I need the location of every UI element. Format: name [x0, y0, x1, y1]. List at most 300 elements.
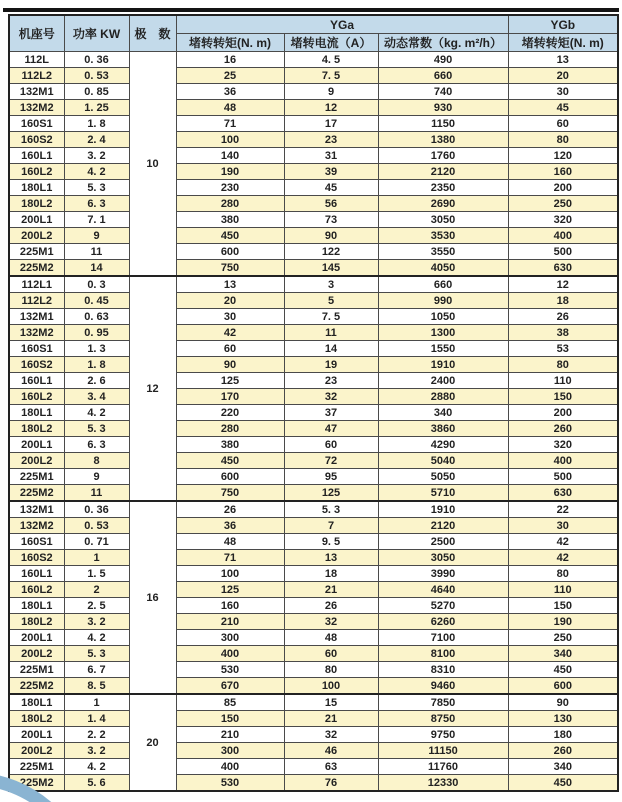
yga-constant-cell: 11760	[378, 759, 508, 775]
frame-cell: 112L1	[9, 276, 64, 293]
yga-torque-cell: 100	[176, 566, 284, 582]
yga-constant-cell: 3990	[378, 566, 508, 582]
table-row	[9, 84, 618, 100]
yga-torque-cell: 600	[176, 469, 284, 485]
yga-current-cell: 15	[284, 694, 378, 711]
table-row	[9, 678, 618, 695]
yga-current-cell: 19	[284, 357, 378, 373]
poles-cell: 16	[129, 501, 176, 694]
yga-current-cell: 60	[284, 646, 378, 662]
yga-torque-cell: 48	[176, 100, 284, 116]
table-row	[9, 518, 618, 534]
yga-constant-cell: 3550	[378, 244, 508, 260]
yga-constant-cell: 660	[378, 276, 508, 293]
table-row	[9, 550, 618, 566]
yga-torque-cell: 90	[176, 357, 284, 373]
table-row	[9, 341, 618, 357]
yga-constant-cell: 5270	[378, 598, 508, 614]
table-row	[9, 325, 618, 341]
table-row	[9, 309, 618, 325]
yga-constant-cell: 3860	[378, 421, 508, 437]
yga-current-cell: 46	[284, 743, 378, 759]
yga-torque-cell: 220	[176, 405, 284, 421]
frame-cell: 200L1	[9, 727, 64, 743]
ygb-torque-cell: 110	[508, 373, 618, 389]
power-cell: 5. 3	[64, 646, 129, 662]
frame-cell: 200L2	[9, 646, 64, 662]
power-cell: 8	[64, 453, 129, 469]
ygb-torque-cell: 42	[508, 550, 618, 566]
yga-current-cell: 32	[284, 614, 378, 630]
yga-current-cell: 100	[284, 678, 378, 695]
yga-torque-cell: 48	[176, 534, 284, 550]
table-row	[9, 598, 618, 614]
header-group-ygb: YGb	[508, 15, 618, 34]
yga-current-cell: 37	[284, 405, 378, 421]
ygb-torque-cell: 400	[508, 453, 618, 469]
yga-current-cell: 13	[284, 550, 378, 566]
power-cell: 8. 5	[64, 678, 129, 695]
frame-cell: 225M1	[9, 759, 64, 775]
table-row	[9, 196, 618, 212]
power-cell: 9	[64, 469, 129, 485]
yga-constant-cell: 2120	[378, 518, 508, 534]
yga-torque-cell: 450	[176, 228, 284, 244]
ygb-torque-cell: 110	[508, 582, 618, 598]
yga-torque-cell: 20	[176, 293, 284, 309]
table-row	[9, 501, 618, 518]
ygb-torque-cell: 42	[508, 534, 618, 550]
ygb-torque-cell: 630	[508, 485, 618, 502]
yga-constant-cell: 2690	[378, 196, 508, 212]
power-cell: 4. 2	[64, 759, 129, 775]
power-cell: 0. 95	[64, 325, 129, 341]
yga-torque-cell: 400	[176, 646, 284, 662]
table-row	[9, 244, 618, 260]
yga-constant-cell: 340	[378, 405, 508, 421]
ygb-torque-cell: 630	[508, 260, 618, 277]
header-group-yga: YGa	[176, 15, 508, 34]
frame-cell: 225M2	[9, 260, 64, 277]
yga-torque-cell: 71	[176, 116, 284, 132]
frame-cell: 200L1	[9, 437, 64, 453]
yga-current-cell: 39	[284, 164, 378, 180]
table-row	[9, 405, 618, 421]
table-row	[9, 373, 618, 389]
power-cell: 0. 53	[64, 68, 129, 84]
table-row	[9, 630, 618, 646]
frame-cell: 225M2	[9, 678, 64, 695]
header-power: 功率 KW	[64, 15, 129, 52]
yga-current-cell: 31	[284, 148, 378, 164]
header-yga-torque: 堵转转矩(N. m)	[176, 34, 284, 52]
table-row	[9, 116, 618, 132]
yga-current-cell: 32	[284, 389, 378, 405]
yga-constant-cell: 1910	[378, 357, 508, 373]
table-row	[9, 694, 618, 711]
frame-cell: 200L2	[9, 228, 64, 244]
yga-constant-cell: 990	[378, 293, 508, 309]
yga-current-cell: 145	[284, 260, 378, 277]
ygb-torque-cell: 260	[508, 743, 618, 759]
yga-torque-cell: 85	[176, 694, 284, 711]
yga-current-cell: 76	[284, 775, 378, 792]
yga-current-cell: 26	[284, 598, 378, 614]
yga-current-cell: 72	[284, 453, 378, 469]
yga-current-cell: 32	[284, 727, 378, 743]
frame-cell: 132M1	[9, 84, 64, 100]
power-cell: 11	[64, 485, 129, 502]
yga-torque-cell: 160	[176, 598, 284, 614]
power-cell: 1. 5	[64, 566, 129, 582]
yga-constant-cell: 490	[378, 52, 508, 68]
ygb-torque-cell: 260	[508, 421, 618, 437]
frame-cell: 160S1	[9, 341, 64, 357]
frame-cell: 132M2	[9, 325, 64, 341]
ygb-torque-cell: 250	[508, 196, 618, 212]
table-row	[9, 132, 618, 148]
yga-current-cell: 7. 5	[284, 68, 378, 84]
ygb-torque-cell: 600	[508, 678, 618, 695]
power-cell: 0. 53	[64, 518, 129, 534]
power-cell: 1. 8	[64, 357, 129, 373]
yga-current-cell: 56	[284, 196, 378, 212]
power-cell: 7. 1	[64, 212, 129, 228]
frame-cell: 180L2	[9, 196, 64, 212]
yga-torque-cell: 670	[176, 678, 284, 695]
yga-constant-cell: 2120	[378, 164, 508, 180]
ygb-torque-cell: 340	[508, 759, 618, 775]
power-cell: 6. 7	[64, 662, 129, 678]
yga-current-cell: 11	[284, 325, 378, 341]
motor-spec-table	[8, 14, 619, 792]
ygb-torque-cell: 190	[508, 614, 618, 630]
table-row	[9, 228, 618, 244]
header-yga-constant: 动态常数（kg. m²/h）	[378, 34, 508, 52]
yga-current-cell: 125	[284, 485, 378, 502]
ygb-torque-cell: 26	[508, 309, 618, 325]
yga-constant-cell: 5040	[378, 453, 508, 469]
power-cell: 2. 5	[64, 598, 129, 614]
power-cell: 1	[64, 694, 129, 711]
frame-cell: 160S2	[9, 550, 64, 566]
ygb-torque-cell: 60	[508, 116, 618, 132]
yga-torque-cell: 750	[176, 260, 284, 277]
yga-constant-cell: 1380	[378, 132, 508, 148]
yga-constant-cell: 5710	[378, 485, 508, 502]
power-cell: 0. 85	[64, 84, 129, 100]
table-row	[9, 469, 618, 485]
yga-current-cell: 95	[284, 469, 378, 485]
table-row	[9, 566, 618, 582]
frame-cell: 160L2	[9, 582, 64, 598]
yga-current-cell: 21	[284, 711, 378, 727]
power-cell: 4. 2	[64, 164, 129, 180]
table-body	[9, 52, 618, 792]
power-cell: 14	[64, 260, 129, 277]
yga-current-cell: 47	[284, 421, 378, 437]
yga-current-cell: 4. 5	[284, 52, 378, 68]
ygb-torque-cell: 20	[508, 68, 618, 84]
yga-torque-cell: 530	[176, 662, 284, 678]
table-row	[9, 212, 618, 228]
header-yga-current: 堵转电流（A）	[284, 34, 378, 52]
frame-cell: 112L2	[9, 68, 64, 84]
table-row	[9, 68, 618, 84]
table-row	[9, 582, 618, 598]
ygb-torque-cell: 180	[508, 727, 618, 743]
frame-cell: 225M1	[9, 244, 64, 260]
frame-cell: 180L2	[9, 614, 64, 630]
frame-cell: 225M1	[9, 469, 64, 485]
yga-current-cell: 122	[284, 244, 378, 260]
table-row	[9, 485, 618, 502]
yga-torque-cell: 230	[176, 180, 284, 196]
ygb-torque-cell: 38	[508, 325, 618, 341]
power-cell: 5. 3	[64, 180, 129, 196]
ygb-torque-cell: 30	[508, 518, 618, 534]
yga-torque-cell: 450	[176, 453, 284, 469]
power-cell: 2	[64, 582, 129, 598]
yga-constant-cell: 11150	[378, 743, 508, 759]
frame-cell: 225M2	[9, 485, 64, 502]
yga-constant-cell: 3050	[378, 550, 508, 566]
ygb-torque-cell: 90	[508, 694, 618, 711]
ygb-torque-cell: 18	[508, 293, 618, 309]
top-rule	[3, 8, 619, 12]
table-row	[9, 646, 618, 662]
power-cell: 1	[64, 550, 129, 566]
frame-cell: 132M1	[9, 501, 64, 518]
yga-torque-cell: 100	[176, 132, 284, 148]
power-cell: 1. 3	[64, 341, 129, 357]
frame-cell: 160L2	[9, 389, 64, 405]
ygb-torque-cell: 450	[508, 662, 618, 678]
yga-current-cell: 23	[284, 373, 378, 389]
yga-constant-cell: 6260	[378, 614, 508, 630]
power-cell: 11	[64, 244, 129, 260]
table-row	[9, 357, 618, 373]
yga-constant-cell: 9750	[378, 727, 508, 743]
yga-torque-cell: 400	[176, 759, 284, 775]
yga-constant-cell: 9460	[378, 678, 508, 695]
power-cell: 3. 2	[64, 614, 129, 630]
yga-current-cell: 5	[284, 293, 378, 309]
ygb-torque-cell: 120	[508, 148, 618, 164]
power-cell: 3. 2	[64, 743, 129, 759]
power-cell: 3. 2	[64, 148, 129, 164]
yga-constant-cell: 1050	[378, 309, 508, 325]
yga-constant-cell: 1550	[378, 341, 508, 357]
frame-cell: 225M2	[9, 775, 64, 792]
yga-constant-cell: 930	[378, 100, 508, 116]
frame-cell: 180L1	[9, 180, 64, 196]
power-cell: 1. 25	[64, 100, 129, 116]
yga-current-cell: 48	[284, 630, 378, 646]
ygb-torque-cell: 13	[508, 52, 618, 68]
header-frame: 机座号	[9, 15, 64, 52]
power-cell: 6. 3	[64, 196, 129, 212]
ygb-torque-cell: 500	[508, 244, 618, 260]
table-row	[9, 148, 618, 164]
ygb-torque-cell: 80	[508, 357, 618, 373]
power-cell: 3. 4	[64, 389, 129, 405]
power-cell: 4. 2	[64, 630, 129, 646]
frame-cell: 180L1	[9, 694, 64, 711]
frame-cell: 200L2	[9, 453, 64, 469]
table-row	[9, 437, 618, 453]
yga-constant-cell: 4640	[378, 582, 508, 598]
ygb-torque-cell: 450	[508, 775, 618, 792]
frame-cell: 132M1	[9, 309, 64, 325]
power-cell: 4. 2	[64, 405, 129, 421]
frame-cell: 180L2	[9, 711, 64, 727]
yga-current-cell: 3	[284, 276, 378, 293]
ygb-torque-cell: 150	[508, 598, 618, 614]
table-row	[9, 614, 618, 630]
frame-cell: 112L	[9, 52, 64, 68]
ygb-torque-cell: 45	[508, 100, 618, 116]
table-row	[9, 52, 618, 68]
yga-torque-cell: 150	[176, 711, 284, 727]
yga-torque-cell: 380	[176, 212, 284, 228]
header-poles: 极 数	[129, 15, 176, 52]
yga-torque-cell: 300	[176, 743, 284, 759]
frame-cell: 160L2	[9, 164, 64, 180]
ygb-torque-cell: 320	[508, 437, 618, 453]
power-cell: 2. 4	[64, 132, 129, 148]
power-cell: 0. 36	[64, 501, 129, 518]
frame-cell: 160L1	[9, 566, 64, 582]
poles-cell: 20	[129, 694, 176, 791]
power-cell: 0. 63	[64, 309, 129, 325]
yga-torque-cell: 750	[176, 485, 284, 502]
frame-cell: 160L1	[9, 373, 64, 389]
power-cell: 9	[64, 228, 129, 244]
yga-current-cell: 90	[284, 228, 378, 244]
yga-torque-cell: 42	[176, 325, 284, 341]
yga-torque-cell: 280	[176, 421, 284, 437]
yga-torque-cell: 36	[176, 84, 284, 100]
yga-constant-cell: 5050	[378, 469, 508, 485]
table-row	[9, 711, 618, 727]
table-row	[9, 276, 618, 293]
ygb-torque-cell: 30	[508, 84, 618, 100]
yga-constant-cell: 8100	[378, 646, 508, 662]
ygb-torque-cell: 22	[508, 501, 618, 518]
ygb-torque-cell: 200	[508, 180, 618, 196]
table-row	[9, 453, 618, 469]
yga-torque-cell: 25	[176, 68, 284, 84]
yga-constant-cell: 8750	[378, 711, 508, 727]
yga-constant-cell: 3530	[378, 228, 508, 244]
table-row	[9, 759, 618, 775]
frame-cell: 160S2	[9, 132, 64, 148]
ygb-torque-cell: 12	[508, 276, 618, 293]
yga-constant-cell: 7850	[378, 694, 508, 711]
power-cell: 0. 45	[64, 293, 129, 309]
yga-current-cell: 21	[284, 582, 378, 598]
yga-current-cell: 9. 5	[284, 534, 378, 550]
ygb-torque-cell: 250	[508, 630, 618, 646]
yga-constant-cell: 4290	[378, 437, 508, 453]
ygb-torque-cell: 400	[508, 228, 618, 244]
yga-constant-cell: 7100	[378, 630, 508, 646]
yga-torque-cell: 300	[176, 630, 284, 646]
yga-constant-cell: 1150	[378, 116, 508, 132]
yga-current-cell: 14	[284, 341, 378, 357]
table-row	[9, 260, 618, 277]
yga-torque-cell: 190	[176, 164, 284, 180]
ygb-torque-cell: 160	[508, 164, 618, 180]
frame-cell: 160S1	[9, 534, 64, 550]
yga-constant-cell: 740	[378, 84, 508, 100]
yga-torque-cell: 210	[176, 727, 284, 743]
frame-cell: 160S1	[9, 116, 64, 132]
frame-cell: 160S2	[9, 357, 64, 373]
yga-torque-cell: 71	[176, 550, 284, 566]
yga-torque-cell: 30	[176, 309, 284, 325]
yga-torque-cell: 600	[176, 244, 284, 260]
ygb-torque-cell: 320	[508, 212, 618, 228]
ygb-torque-cell: 80	[508, 132, 618, 148]
yga-torque-cell: 170	[176, 389, 284, 405]
table-row	[9, 293, 618, 309]
yga-constant-cell: 12330	[378, 775, 508, 792]
frame-cell: 180L1	[9, 405, 64, 421]
power-cell: 1. 8	[64, 116, 129, 132]
yga-current-cell: 63	[284, 759, 378, 775]
yga-constant-cell: 4050	[378, 260, 508, 277]
yga-constant-cell: 2500	[378, 534, 508, 550]
yga-constant-cell: 1760	[378, 148, 508, 164]
yga-torque-cell: 16	[176, 52, 284, 68]
ygb-torque-cell: 80	[508, 566, 618, 582]
frame-cell: 132M2	[9, 100, 64, 116]
table-row	[9, 100, 618, 116]
yga-torque-cell: 210	[176, 614, 284, 630]
yga-torque-cell: 36	[176, 518, 284, 534]
yga-constant-cell: 2400	[378, 373, 508, 389]
table-row	[9, 164, 618, 180]
yga-current-cell: 45	[284, 180, 378, 196]
table-row	[9, 727, 618, 743]
yga-current-cell: 23	[284, 132, 378, 148]
yga-current-cell: 7. 5	[284, 309, 378, 325]
yga-current-cell: 7	[284, 518, 378, 534]
yga-torque-cell: 140	[176, 148, 284, 164]
ygb-torque-cell: 150	[508, 389, 618, 405]
power-cell: 5. 3	[64, 421, 129, 437]
yga-constant-cell: 1910	[378, 501, 508, 518]
yga-torque-cell: 26	[176, 501, 284, 518]
yga-torque-cell: 280	[176, 196, 284, 212]
power-cell: 0. 71	[64, 534, 129, 550]
yga-torque-cell: 125	[176, 582, 284, 598]
frame-cell: 160L1	[9, 148, 64, 164]
frame-cell: 200L2	[9, 743, 64, 759]
ygb-torque-cell: 53	[508, 341, 618, 357]
power-cell: 0. 3	[64, 276, 129, 293]
table-header	[9, 15, 618, 52]
yga-torque-cell: 125	[176, 373, 284, 389]
power-cell: 6. 3	[64, 437, 129, 453]
table-row	[9, 421, 618, 437]
ygb-torque-cell: 200	[508, 405, 618, 421]
power-cell: 5. 6	[64, 775, 129, 792]
ygb-torque-cell: 340	[508, 646, 618, 662]
yga-constant-cell: 1300	[378, 325, 508, 341]
